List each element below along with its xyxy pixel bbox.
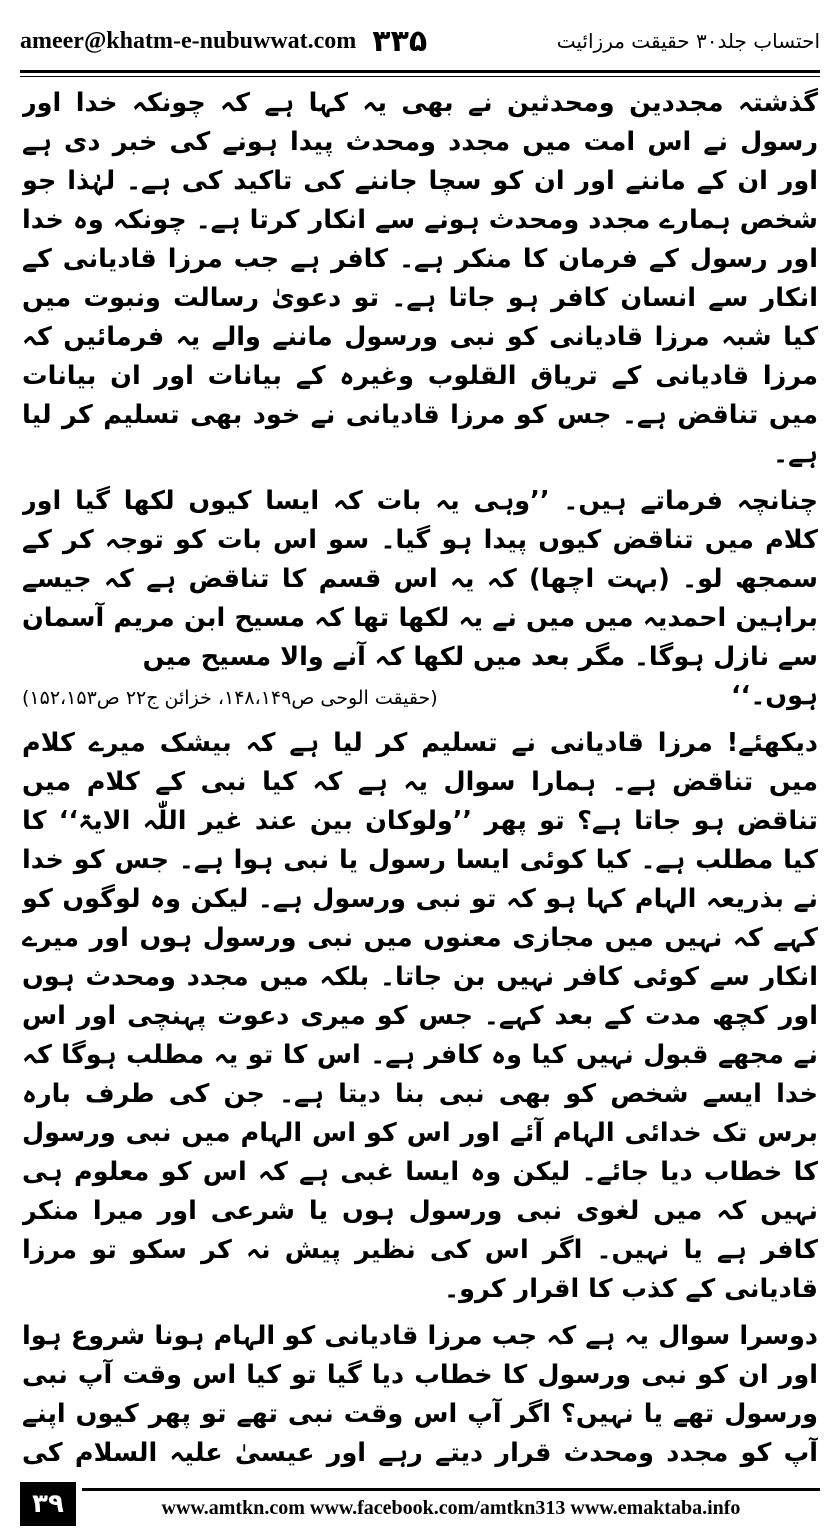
paragraph-3: دیکھئے! مرزا قادیانی نے تسلیم کر لیا ہے کہ بیشک میرے کلام میں تناقض ہے۔ ہمارا سوال یہ ہے کہ کیا نبی کے کلام میں تناقض ہو جاتا ہے؟ تو پھر ’’ولوکان بین عند غیر اللّٰہ الایۃ‘‘ کا کیا مطلب ہے۔ کیا کوئی ایسا رسول یا نبی ہوا ہے۔ جس کو خدا نے بذریعہ الہام کہا ہو کہ تو نبی ورسول ہے۔ لیکن وہ لوگوں کو کہے کہ نہیں میں مجازی معنوں میں نبی ورسول ہوں اور میرے انکار سے کوئی کافر نہیں بن جاتا۔ بلکہ میں مجدد ومحدث ہوں اور کچھ مدت کے بعد کہے۔ جس کو میری دعوت پہنچی اور اس نے مجھے قبول نہیں کیا وہ کافر ہے۔ اس کا تو یہ مطلب ہوگا کہ خدا ایسے شخص کو بھی نبی بنا دیتا ہے۔ جن کی طرف بارہ برس تک خدائی الہام آئے اور اس کو اس الہام میں نبی ورسول کا خطاب دیا جائے۔ لیکن وہ ایسا غبی ہے کہ اس کو معلوم ہی نہیں کہ میں لغوی نبی ورسول ہوں یا شرعی اور میرا منکر کافر ہے یا نہیں۔ اگر اس کی نظیر پیش نہ کر سکو تو مرزا قادیانی کے کذب کا اقرار کرو۔ (22, 728, 818, 1304)
footer-links[interactable]: www.amtkn.com www.facebook.com/amtkn313 www.emaktaba.info (161, 1497, 741, 1519)
footer-bar (82, 1482, 820, 1526)
email-link[interactable]: ameer@khatm-e-nubuwwat.com (20, 27, 357, 54)
paragraph-1: گذشتہ مجددین ومحدثین نے بھی یہ کہا ہے کہ چونکہ خدا اور رسول نے اس امت میں مجدد ومحدث پیدا ہونے کی خبر دی ہے اور ان کے ماننے اور ان کو سچا جاننے کی تاکید کی ہے۔ لہٰذا جو شخص ہمارے مجدد ومحدث ہونے سے انکار کرتا ہے۔ چونکہ وہ خدا اور رسول کے فرمان کا منکر ہے۔ کافر ہے جب مرزا قادیانی کے انکار سے انسان کافر ہو جاتا ہے۔ تو دعویٰ رسالت ونبوت میں کیا شبہ مرزا قادیانی کو نبی ورسول ماننے والے یہ فرمائیں کہ مرزا قادیانی کے تریاق القلوب وغیرہ کے بیانات اور ان بیانات میں تناقض ہے۔ جس کو مرزا قادیانی نے خود بھی تسلیم کر لیا ہے۔ (22, 88, 818, 469)
book-title: احتساب جلد۳۰ حقیقت مرزائیت (556, 29, 820, 53)
footer-rule (82, 1488, 820, 1491)
paragraph-4: دوسرا سوال یہ ہے کہ جب مرزا قادیانی کو الہام ہونا شروع ہوا اور ان کو نبی ورسول کا خطاب دیا گیا تو کیا اس وقت آپ نبی ورسول تھے یا نہیں؟ اگر آپ اس وقت نبی تھے تو پھر کیوں اپنے آپ کو مجدد ومحدث قرار دیتے رہے اور عیسیٰ علیہ السلام کی (22, 1321, 818, 1468)
citation-reference: (حقیقت الوحی ص۱۴۸،۱۴۹، خزائن ج۲۲ ص۱۵۲،۱۵۳) (22, 687, 438, 709)
citation-line (22, 677, 818, 718)
footer-page-box: ۳۹ (20, 1482, 76, 1526)
header-rule (20, 70, 820, 77)
citation-end-text: ہوں۔‘‘ (730, 681, 818, 711)
paragraph-2: چنانچہ فرماتے ہیں۔ ’’وہی یہ بات کہ ایسا کیوں لکھا گیا اور کلام میں تناقض کیوں پیدا ہو گیا۔ سو اس بات کو توجہ کر کے سمجھ لو۔ (بہت اچھا) کہ یہ اس قسم کا تناقض ہے کہ جیسے براہین احمدیہ میں میں نے یہ لکھا تھا کہ مسیح ابن مریم آسمان سے نازل ہوگا۔ مگر بعد میں لکھا کہ آنے والا مسیح میں (22, 486, 818, 672)
page-footer (20, 1482, 820, 1526)
page-header (20, 18, 820, 64)
page-body (22, 84, 818, 1474)
header-left (20, 24, 427, 59)
page-number: ۳۳۵ (372, 23, 428, 59)
